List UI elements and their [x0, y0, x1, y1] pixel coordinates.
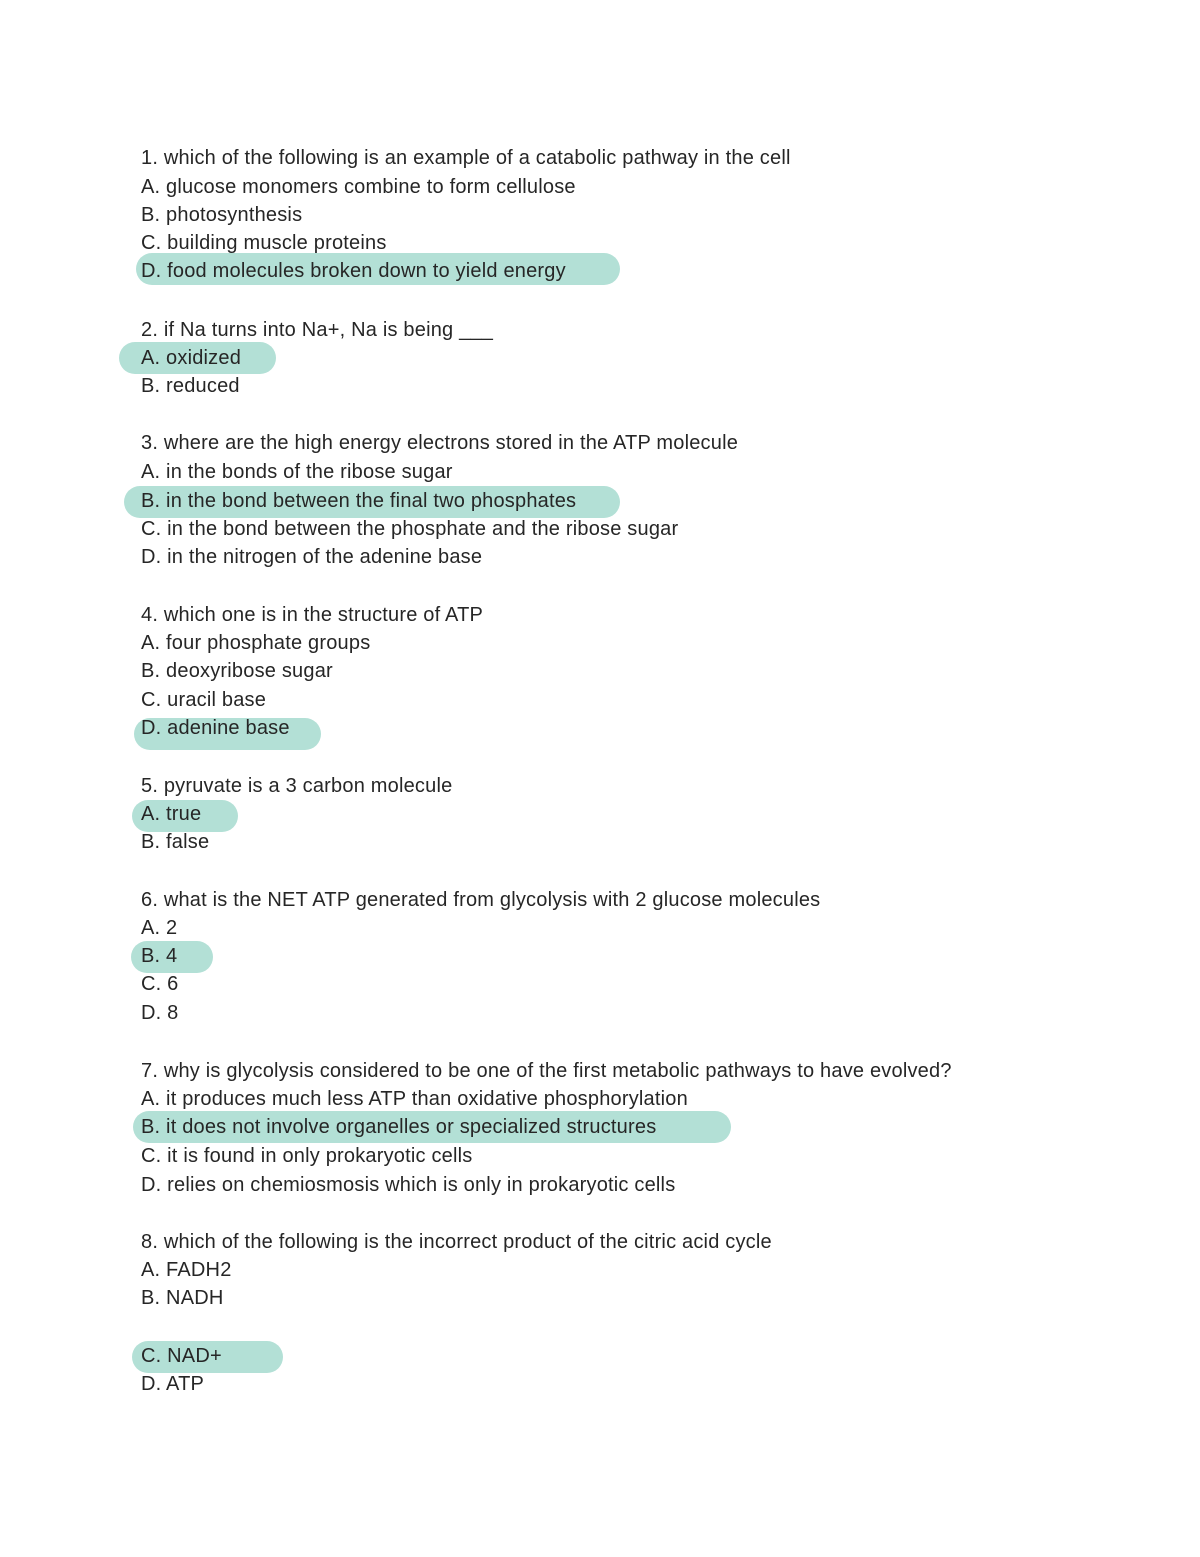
question-8-option-b: B. NADH: [141, 1287, 224, 1309]
question-5-text: 5. pyruvate is a 3 carbon molecule: [141, 775, 453, 797]
question-5-option-a: A. true: [141, 803, 202, 825]
question-3-option-d: D. in the nitrogen of the adenine base: [141, 546, 483, 568]
question-4-option-c: C. uracil base: [141, 689, 267, 711]
question-4-option-d: D. adenine base: [141, 717, 290, 739]
question-8-text: 8. which of the following is the incorrect product of the citric acid cycle: [141, 1231, 772, 1253]
question-1-text: 1. which of the following is an example of a catabolic pathway in the cell: [141, 147, 791, 169]
question-1-option-a: A. glucose monomers combine to form cellulose: [141, 176, 576, 198]
question-7-option-d: D. relies on chemiosmosis which is only in prokaryotic cells: [141, 1174, 676, 1196]
question-7-text: 7. why is glycolysis considered to be one of the first metabolic pathways to have evolved?: [141, 1060, 952, 1082]
question-6-text: 6. what is the NET ATP generated from glycolysis with 2 glucose molecules: [141, 889, 821, 911]
question-3-text: 3. where are the high energy electrons stored in the ATP molecule: [141, 432, 739, 454]
question-3-option-a: A. in the bonds of the ribose sugar: [141, 461, 453, 483]
question-4-option-a: A. four phosphate groups: [141, 632, 371, 654]
question-1-option-c: C. building muscle proteins: [141, 232, 387, 254]
question-7-option-c: C. it is found in only prokaryotic cells: [141, 1145, 473, 1167]
question-8-option-d: D. ATP: [141, 1373, 205, 1395]
question-5-option-b: B. false: [141, 831, 210, 853]
question-2-text: 2. if Na turns into Na+, Na is being ___: [141, 319, 494, 341]
question-6-option-a: A. 2: [141, 917, 178, 939]
question-3-option-c: C. in the bond between the phosphate and the ribose sugar: [141, 518, 679, 540]
question-6-option-b: B. 4: [141, 945, 178, 967]
question-3-option-b: B. in the bond between the final two phosphates: [141, 490, 577, 512]
question-6-option-d: D. 8: [141, 1002, 179, 1024]
question-4-text: 4. which one is in the structure of ATP: [141, 604, 484, 626]
question-7-option-a: A. it produces much less ATP than oxidative phosphorylation: [141, 1088, 688, 1110]
question-8-option-a: A. FADH2: [141, 1259, 232, 1281]
question-7-option-b: B. it does not involve organelles or specialized structures: [141, 1116, 657, 1138]
question-6-option-c: C. 6: [141, 973, 179, 995]
question-2-option-a: A. oxidized: [141, 347, 242, 369]
question-2-option-b: B. reduced: [141, 375, 240, 397]
question-4-option-b: B. deoxyribose sugar: [141, 660, 333, 682]
question-1-option-d: D. food molecules broken down to yield energy: [141, 260, 566, 282]
question-8-option-c: C. NAD+: [141, 1345, 222, 1367]
question-1-option-b: B. photosynthesis: [141, 204, 303, 226]
